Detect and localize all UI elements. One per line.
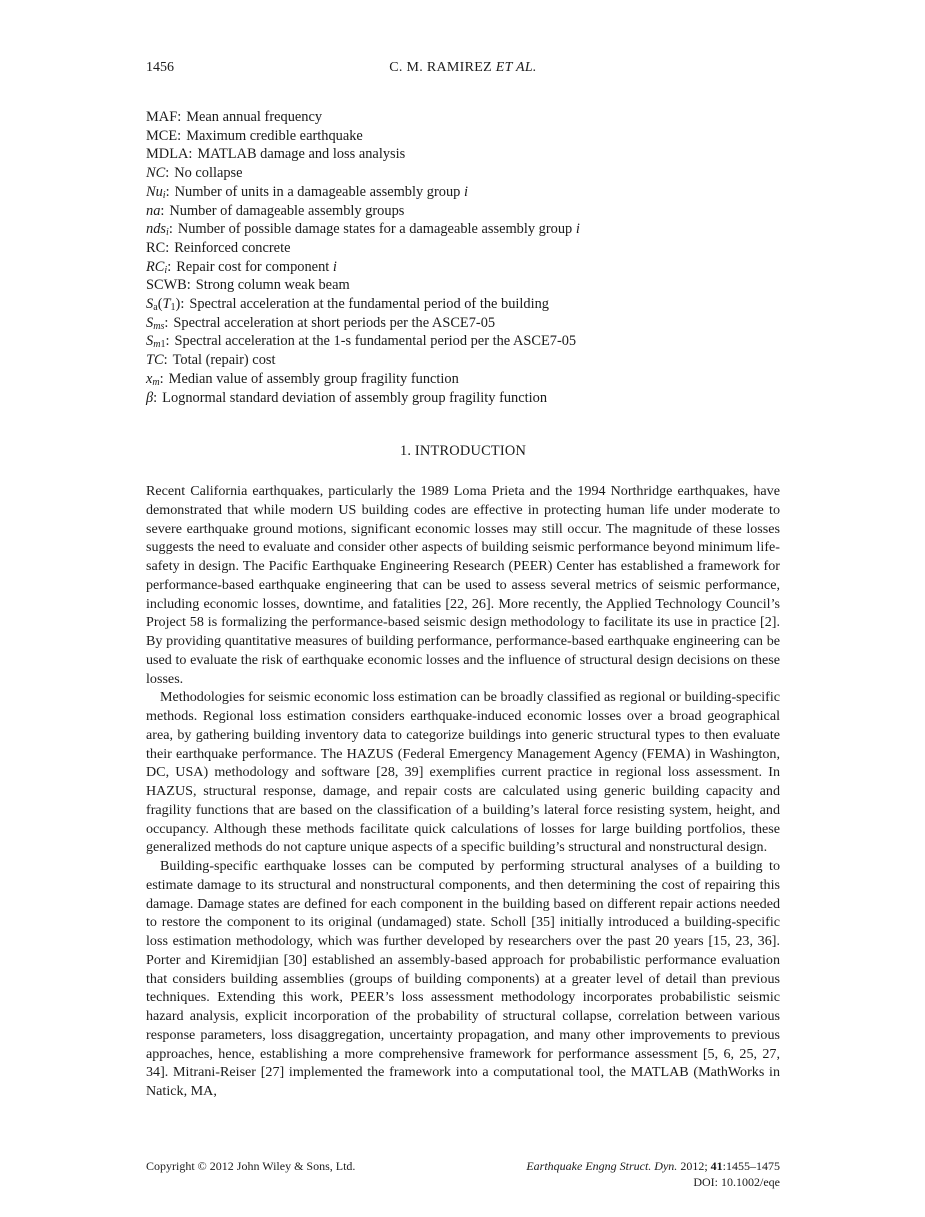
abbrev-term: MAF:: [146, 109, 182, 125]
abbrev-definition: Spectral acceleration at the fundamental period of the building: [189, 296, 549, 313]
abbrev-definition: Number of damageable assembly groups: [169, 202, 405, 219]
paragraph: Recent California earthquakes, particularly the 1989 Loma Prieta and the 1994 Northridge earthquakes, have demonstrated that while modern US building codes are effective in protecting human life under moderate to severe earthquake ground motions, significant economic losses may still occur. The magnitude of these losses suggests the need to evaluate and consider other aspects of building seismic performance beyond minimum life-safety in design. The Pacific Earthquake Engineering Research (PEER) Center has established a framework for performance-based earthquake engineering that can be used to assess several metrics of seismic performance, including economic losses, downtime, and fatalities [22, 26]. More recently, the Applied Technology Council’s Project 58 is formalizing the performance-based seismic design methodology to facilitate its use in practice [2]. By providing quantitative measures of building performance, performance-based earthquake engineering can be used to evaluate the risk of earthquake economic losses and the influence of structural design decisions on these losses.: [146, 483, 780, 687]
abbrev-term: SCWB:: [146, 277, 191, 294]
abbreviation-item: [146, 276, 780, 295]
abbreviation-item: [146, 370, 780, 389]
abbrev-definition: MATLAB damage and loss analysis: [197, 146, 406, 163]
abbreviation-item: [146, 127, 780, 146]
abbrev-definition: Strong column weak beam: [195, 277, 350, 294]
abbreviation-item: [146, 183, 780, 202]
journal-pages: :1455–1475: [722, 1159, 780, 1173]
journal-name: Earthquake Engng Struct. Dyn.: [526, 1159, 678, 1173]
page-header: [146, 60, 780, 80]
abbrev-term: $S_{ms}$:: [146, 314, 169, 332]
abbrev-definition: No collapse: [174, 165, 243, 182]
abbrev-definition: Mean annual frequency: [186, 109, 323, 125]
abbrev-definition: Maximum credible earthquake: [186, 127, 363, 144]
abbrev-definition: Reinforced concrete: [174, 239, 291, 256]
abbrev-definition: Number of units in a damageable assembly group i: [174, 183, 468, 200]
abbreviation-item: [146, 258, 780, 277]
abbrev-term: $S_a(T_1)$:: [146, 296, 185, 314]
abbrev-definition: Total (repair) cost: [172, 352, 276, 369]
abbrev-term: β:: [146, 389, 158, 406]
page-number: 1456: [146, 60, 174, 75]
abbrev-term: $Nu_i$:: [146, 183, 170, 201]
abbreviation-item: [146, 239, 780, 258]
copyright-notice: Copyright © 2012 John Wiley & Sons, Ltd.: [146, 1159, 356, 1173]
abbrev-term: $x_m$:: [146, 370, 164, 388]
abbrev-definition: Repair cost for component i: [176, 258, 337, 275]
abbreviation-item: [146, 202, 780, 221]
abbreviation-item: [146, 351, 780, 370]
journal-reference: [526, 1158, 780, 1174]
journal-citation: [526, 1158, 780, 1190]
abbreviation-list: [146, 108, 780, 407]
journal-year: 2012;: [677, 1159, 711, 1173]
abbrev-term: $S_{m1}$:: [146, 333, 170, 351]
abbrev-definition: Spectral acceleration at the 1-s fundamental period per the ASCE7-05: [174, 333, 577, 350]
abbrev-definition: Lognormal standard deviation of assembly group fragility function: [162, 389, 548, 406]
running-head-etal: ET AL.: [495, 60, 537, 75]
journal-volume: 41: [710, 1159, 723, 1173]
abbreviation-item: [146, 389, 780, 408]
abbrev-term: na:: [146, 202, 165, 219]
abbreviation-item: [146, 295, 780, 314]
abbrev-term: MCE:: [146, 127, 182, 144]
paragraph: Methodologies for seismic economic loss estimation can be broadly classified as regional or building-specific methods. Regional loss estimation considers earthquake-induced economic losses over a broad geographical area, by gathering building inventory data to categorize buildings into generic structural types to then evaluate their earthquake performance. The HAZUS (Federal Emergency Management Agency (FEMA) in Washington, DC, USA) methodology and software [28, 39] exemplifies current practice in regional loss assessment. In HAZUS, structural response, damage, and repair costs are calculated using generic building capacity and fragility functions that are based on the classification of a building’s lateral force resisting system, height, and occupancy. Although these methods facilitate quick calculations of losses for large building portfolios, these generalized methods do not capture unique aspects of a specific building’s structural and nonstructural design.: [146, 689, 780, 856]
running-head: [146, 60, 780, 76]
doi: DOI: 10.1002/eqe: [693, 1175, 780, 1189]
abbrev-term: TC:: [146, 352, 168, 369]
paragraph: Building-specific earthquake losses can be computed by performing structural analyses of a building to estimate damage to its structural and nonstructural components, and then determining the cost of repairing this damage. Damage states are defined for each component in the building based on different repair actions needed to restore the component to its original (undamaged) state. Scholl [35] initially introduced a building-specific loss estimation methodology, which was further developed by researchers over the past 20 years [15, 23, 36]. Porter and Kiremidjian [30] established an assembly-based approach for probabilistic performance evaluation that considers building assemblies (groups of building components) at a greater level of detail than previous techniques. Extending this work, PEER’s loss assessment methodology incorporates probabilistic seismic hazard analysis, explicit incorporation of the probability of structural collapse, correlation between various response parameters, loss disaggregation, uncertainty propagation, and many other improvements to previous approaches, hence, establishing a more comprehensive framework for performance assessment [5, 6, 25, 27, 34]. Mitrani-Reiser [27] implemented the framework into a computational tool, the MATLAB (MathWorks in Natick, MA,: [146, 858, 780, 1099]
abbrev-definition: Number of possible damage states for a damageable assembly group i: [177, 221, 580, 238]
body-text: [146, 482, 780, 1101]
abbrev-definition: Spectral acceleration at short periods per the ASCE7-05: [173, 314, 496, 331]
abbreviation-item: [146, 314, 780, 333]
abbreviation-item: [146, 332, 780, 351]
abbrev-definition: Median value of assembly group fragility function: [168, 370, 459, 387]
abbrev-term: nds$_i$:: [146, 221, 173, 239]
abbreviation-item: [146, 145, 780, 164]
abbrev-term: MDLA:: [146, 146, 193, 163]
section-heading: 1. INTRODUCTION: [399, 443, 527, 459]
abbreviation-item: [146, 220, 780, 239]
abbreviation-item: [146, 108, 780, 127]
abbreviation-item: [146, 164, 780, 183]
abbrev-term: RC:: [146, 239, 170, 256]
abbrev-term: NC:: [146, 165, 170, 182]
running-head-authors: C. M. RAMIREZ: [389, 60, 496, 75]
abbrev-term: $RC_i$:: [146, 258, 172, 276]
